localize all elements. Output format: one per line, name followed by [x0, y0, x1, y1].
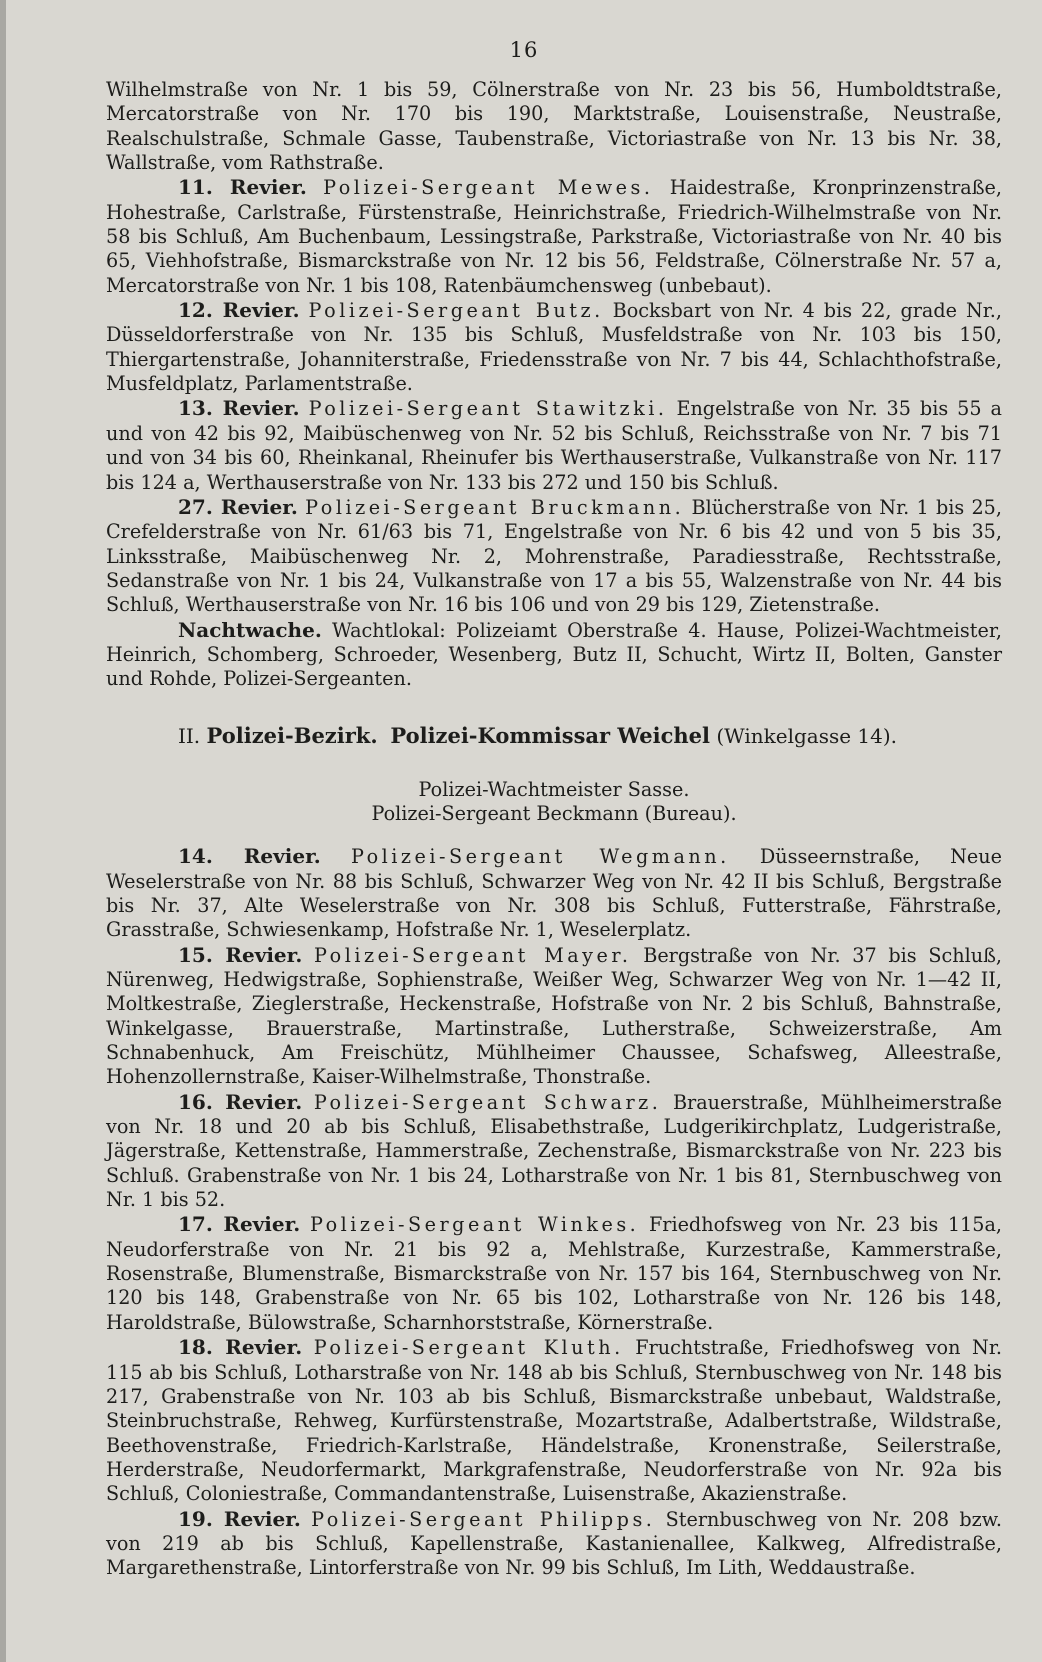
district-numeral: II.	[178, 723, 201, 748]
officer-name: Polizei-Sergeant Bruckmann.	[305, 495, 685, 519]
revier-label: 19. Revier.	[178, 1506, 301, 1531]
nachtwache-entry	[106, 618, 1002, 692]
officer-name: Polizei-Sergeant Mewes.	[323, 176, 654, 200]
officer-name: Polizei-Sergeant Philipps.	[311, 1507, 656, 1531]
revier-15-entry	[106, 943, 1002, 1090]
revier-label: 27. Revier.	[178, 494, 298, 519]
revier-14-entry	[106, 844, 1002, 942]
street-list: Brauerstraße, Mühlheimerstraße von Nr. 18 und 20 ab bis Schluß, Elisabethstraße, Ludgerikirchplatz, Ludgeristraße, Jägerstraße, Kettenstraße, Hammerstraße, Zechenstraße, Bismarckstraße von Nr. 223 bis Schluß. Grabenstraße von Nr. 1 bis 24, Lotharstraße von Nr. 1 bis 81, Sternbuschweg von Nr. 1 bis 52.	[106, 1090, 1003, 1212]
revier-label: 18. Revier.	[178, 1335, 303, 1360]
revier-13-entry	[106, 396, 1002, 494]
intro-paragraph: Wilhelmstraße von Nr. 1 bis 59, Cölnerstraße von Nr. 23 bis 56, Humboldtstraße, Mercatorstraße von Nr. 170 bis 190, Marktstraße, Louisenstraße, Neustraße, Realschulstraße, Schmale Gasse, Taubenstraße, Victoriastraße von Nr. 13 bis Nr. 38, Wallstraße, vom Rathstraße.	[106, 78, 1002, 175]
district-2-heading	[106, 723, 1002, 749]
officer-name: Polizei-Sergeant Schwarz.	[313, 1090, 662, 1114]
street-list: Haidestraße, Kronprinzenstraße, Hohestraße, Carlstraße, Fürstenstraße, Heinrichstraße, Friedrich-Wilhelmstraße von Nr. 58 bis Schluß, Am Buchenbaum, Lessingstraße, Parkstraße, Victoriastraße von Nr. 40 bis 65, Viehhofstraße, Bismarckstraße von Nr. 12 bis 56, Feldstraße, Cölnerstraße Nr. 57 a, Mercatorstraße von Nr. 1 bis 108, Ratenbäumchensweg (unbebaut).	[106, 176, 1002, 297]
nachtwache-text: Wachtlokal: Polizeiamt Oberstraße 4. Hause, Polizei-Wachtmeister, Heinrich, Schomberg, Schroeder, Wesenberg, Butz II, Schucht, Wirtz II, Bolten, Ganster und Rohde, Polizei-Sergeanten.	[106, 618, 1002, 691]
revier-27-entry	[106, 495, 1002, 618]
officer-name: Polizei-Sergeant Wegmann.	[350, 845, 730, 869]
revier-12-entry	[106, 298, 1002, 396]
revier-label: 14. Revier.	[178, 844, 321, 869]
district-title: Polizei-Bezirk.	[206, 722, 378, 748]
street-list: Sternbuschweg von Nr. 208 bzw. von 219 ab bis Schluß, Kapellenstraße, Kastanienallee, Kalkweg, Alfredistraße, Margarethenstraße, Lintorferstraße von Nr. 99 bis Schluß, Im Lith, Weddaustraße.	[106, 1507, 1002, 1580]
street-list: Bocksbart von Nr. 4 bis 22, grade Nr., Düsseldorferstraße von Nr. 135 bis Schluß, Musfeldstraße von Nr. 103 bis 150, Thiergartenstraße, Johanniterstraße, Friedensstraße von Nr. 7 bis 44, Schlachthofstraße, Musfeldplatz, Parlamentstraße.	[106, 299, 1002, 396]
revier-label: 13. Revier.	[178, 396, 300, 421]
district-sergeant-bureau: Polizei-Sergeant Beckmann (Bureau).	[371, 801, 737, 825]
revier-label: 12. Revier.	[178, 298, 300, 323]
revier-label: 16. Revier.	[178, 1089, 303, 1114]
street-list: Düsseernstraße, Neue Weselerstraße von Nr. 88 bis Schluß, Schwarzer Weg von Nr. 42 II bis Schluß, Bergstraße bis Nr. 37, Alte Weselerstraße von Nr. 308 bis Schluß, Futterstraße, Fährstraße, Grasstraße, Schwiesenkamp, Hofstraße Nr. 1, Weselerplatz.	[106, 845, 1002, 942]
revier-17-entry	[106, 1212, 1002, 1335]
officer-name: Polizei-Sergeant Kluth.	[313, 1336, 624, 1360]
nachtwache-label: Nachtwache.	[178, 617, 322, 642]
district-kommissar: Polizei-Kommissar Weichel	[390, 722, 710, 748]
revier-18-entry	[106, 1335, 1002, 1506]
revier-11-entry	[106, 175, 1002, 298]
revier-19-entry	[106, 1507, 1002, 1581]
page-number: 16	[509, 38, 539, 62]
street-list: Blücherstraße von Nr. 1 bis 25, Crefelderstraße von Nr. 61/63 bis 71, Engelstraße von Nr. 6 bis 42 und von 5 bis 35, Linksstraße, Maibüschenweg Nr. 2, Mohrenstraße, Paradiesstraße, Rechtsstraße, Sedanstraße von Nr. 1 bis 24, Vulkanstraße von 17 a bis 55, Walzenstraße von Nr. 44 bis Schluß, Werthauserstraße von Nr. 16 bis 106 und von 29 bis 129, Zietenstraße.	[106, 495, 1002, 617]
district-wachtmeister: Polizei-Wachtmeister Sasse.	[418, 777, 690, 801]
revier-label: 17. Revier.	[178, 1212, 301, 1237]
street-list: Engelstraße von Nr. 35 bis 55 a und von 42 bis 92, Maibüschenweg von Nr. 52 bis Schluß, Reichsstraße von Nr. 7 bis 71 und von 34 bis 60, Rheinkanal, Rheinufer bis Werthauserstraße, Vulkanstraße von Nr. 117 bis 124 a, Werthauserstraße von Nr. 133 bis 272 und 150 bis Schluß.	[106, 397, 1002, 494]
revier-16-entry	[106, 1090, 1002, 1213]
revier-label: 15. Revier.	[178, 942, 303, 967]
revier-label: 11. Revier.	[178, 175, 307, 200]
officer-name: Polizei-Sergeant Butz.	[308, 299, 604, 323]
street-list: Fruchtstraße, Friedhofsweg von Nr. 115 ab bis Schluß, Lotharstraße von Nr. 148 ab bis Schluß, Sternbuschweg von Nr. 148 bis 217, Grabenstraße von Nr. 103 ab bis Schluß, Bismarckstraße unbebaut, Waldstraße, Steinbruchstraße, Rehweg, Kurfürstenstraße, Mozartstraße, Adalbertstraße, Wildstraße, Beethovenstraße, Friedrich-Karlstraße, Händelstraße, Kronenstraße, Seilerstraße, Herderstraße, Neudorfermarkt, Markgrafenstraße, Neudorferstraße von Nr. 92a bis Schluß, Coloniestraße, Commandantenstraße, Luisenstraße, Akazienstraße.	[106, 1336, 1002, 1506]
page-body	[106, 78, 1002, 1581]
street-list: Bergstraße von Nr. 37 bis Schluß, Nürenweg, Hedwigstraße, Sophienstraße, Weißer Weg, Schwarzer Weg von Nr. 1—42 II, Moltkestraße, Zieglerstraße, Heckenstraße, Hofstraße von Nr. 2 bis Schluß, Bahnstraße, Winkelgasse, Brauerstraße, Martinstraße, Lutherstraße, Schweizerstraße, Am Schnabenhuck, Am Freischütz, Mühlheimer Chaussee, Schafsweg, Alleestraße, Hohenzollernstraße, Kaiser-Wilhelmstraße, Thonstraße.	[106, 943, 1002, 1089]
officer-name: Polizei-Sergeant Winkes.	[309, 1213, 640, 1237]
officer-name: Polizei-Sergeant Mayer.	[314, 943, 632, 967]
officer-name: Polizei-Sergeant Stawitzki.	[308, 397, 668, 421]
street-list: Friedhofsweg von Nr. 23 bis 115a, Neudorferstraße von Nr. 21 bis 92 a, Mehlstraße, Kurzestraße, Kammerstraße, Rosenstraße, Blumenstraße, Bismarckstraße von Nr. 157 bis 164, Sternbuschweg von Nr. 120 bis 148, Grabenstraße von Nr. 65 bis 102, Lotharstraße von Nr. 126 bis 148, Haroldstraße, Bülowstraße, Scharnhorststraße, Körnerstraße.	[106, 1213, 1002, 1334]
district-address: (Winkelgasse 14).	[716, 723, 898, 748]
